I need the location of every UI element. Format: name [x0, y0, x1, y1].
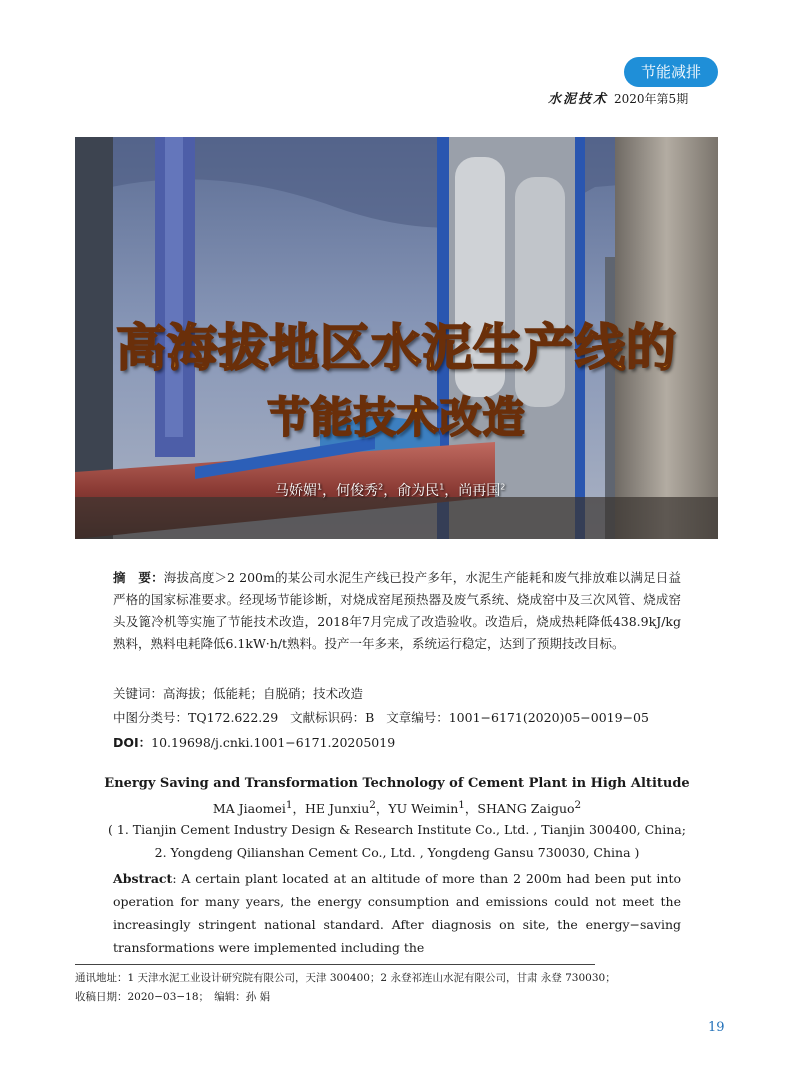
abstract-label: 摘 要：	[113, 570, 164, 585]
keywords: 关键词：高海拔；低能耗；自脱硝；技术改造	[113, 686, 364, 701]
author-affiliation-mark: 2	[378, 482, 384, 492]
author-name: 马娇媚	[275, 483, 317, 499]
classification-line: 中图分类号：TQ172.622.29 文献标识码：B 文章编号：1001−6171(2020)05−0019−05	[113, 710, 649, 725]
abstract-text: 海拔高度＞2 200m的某公司水泥生产线已投产多年，水泥生产能耗和废气排放难以满足日益严格的国家标准要求。经现场节能诊断，对烧成窑尾预热器及废气系统、烧成窑中及三次风管、烧成窑头及篦冷机等实施了节能技术改造，2018年7月完成了改造验收。改造后，烧成热耗降低438.9kJ/kg熟料，熟料电耗降低6.1kW·h/t熟料。投产一年多来，系统运行稳定，达到了预期技改目标。	[113, 570, 681, 651]
journal-name: 水泥技术	[548, 92, 609, 107]
author-affiliation-mark: 1	[439, 482, 445, 492]
hero-image	[75, 137, 718, 539]
journal-header	[548, 88, 688, 107]
journal-issue: 2020年第5期	[614, 92, 689, 106]
article-title-line2: 节能技术改造	[267, 393, 526, 442]
english-abstract	[113, 867, 681, 959]
doi-line: DOI：10.19698/j.cnki.1001−6171.20205019	[113, 735, 396, 750]
author-name: 何俊秀	[336, 483, 379, 499]
chinese-abstract	[113, 567, 681, 655]
footnote-divider	[75, 964, 595, 965]
footnote-address: 通讯地址：1 天津水泥工业设计研究院有限公司，天津 300400；2 永登祁连山水泥有限公司，甘肃 永登 730030；	[75, 972, 616, 984]
english-title: Energy Saving and Transformation Technology of Cement Plant in High Altitude	[104, 776, 690, 791]
section-badge: 节能减排	[624, 57, 718, 87]
english-authors: MA Jiaomei$^1$，HE Junxiu$^2$，YU Weimin$^1$，SHANG Zaiguo$^2$	[212, 799, 582, 817]
footnote-received: 收稿日期：2020−03−18； 编辑：孙 娟	[75, 991, 271, 1003]
author-name: 俞为民	[397, 483, 440, 499]
english-abstract-label: Abstract	[113, 871, 173, 886]
page-number: 19	[708, 1020, 725, 1035]
article-title-line1: 高海拔地区水泥生产线的	[116, 319, 677, 377]
english-affiliation-1: ( 1. Tianjin Cement Industry Design & Research Institute Co., Ltd. , Tianjin 300400, China;	[108, 822, 686, 837]
author-affiliation-mark: 2	[500, 482, 506, 492]
author-affiliation-mark: 1	[317, 482, 323, 492]
english-affiliation-2: 2. Yongdeng Qilianshan Cement Co., Ltd. , Yongdeng Gansu 730030, China )	[154, 845, 640, 860]
author-list: 马娇媚$^1$，何俊秀$^2$，俞为民$^1$，尚再国$^2$	[275, 482, 506, 499]
english-abstract-text: : A certain plant located at an altitude of more than 2 200m had been put into operation for many years, the energy consumption and emissions could not meet the increasingly stringent national standard. After diagnosis on site, the energy−saving transformations were implemented including the	[113, 871, 681, 955]
author-name: 尚再国	[458, 483, 501, 499]
